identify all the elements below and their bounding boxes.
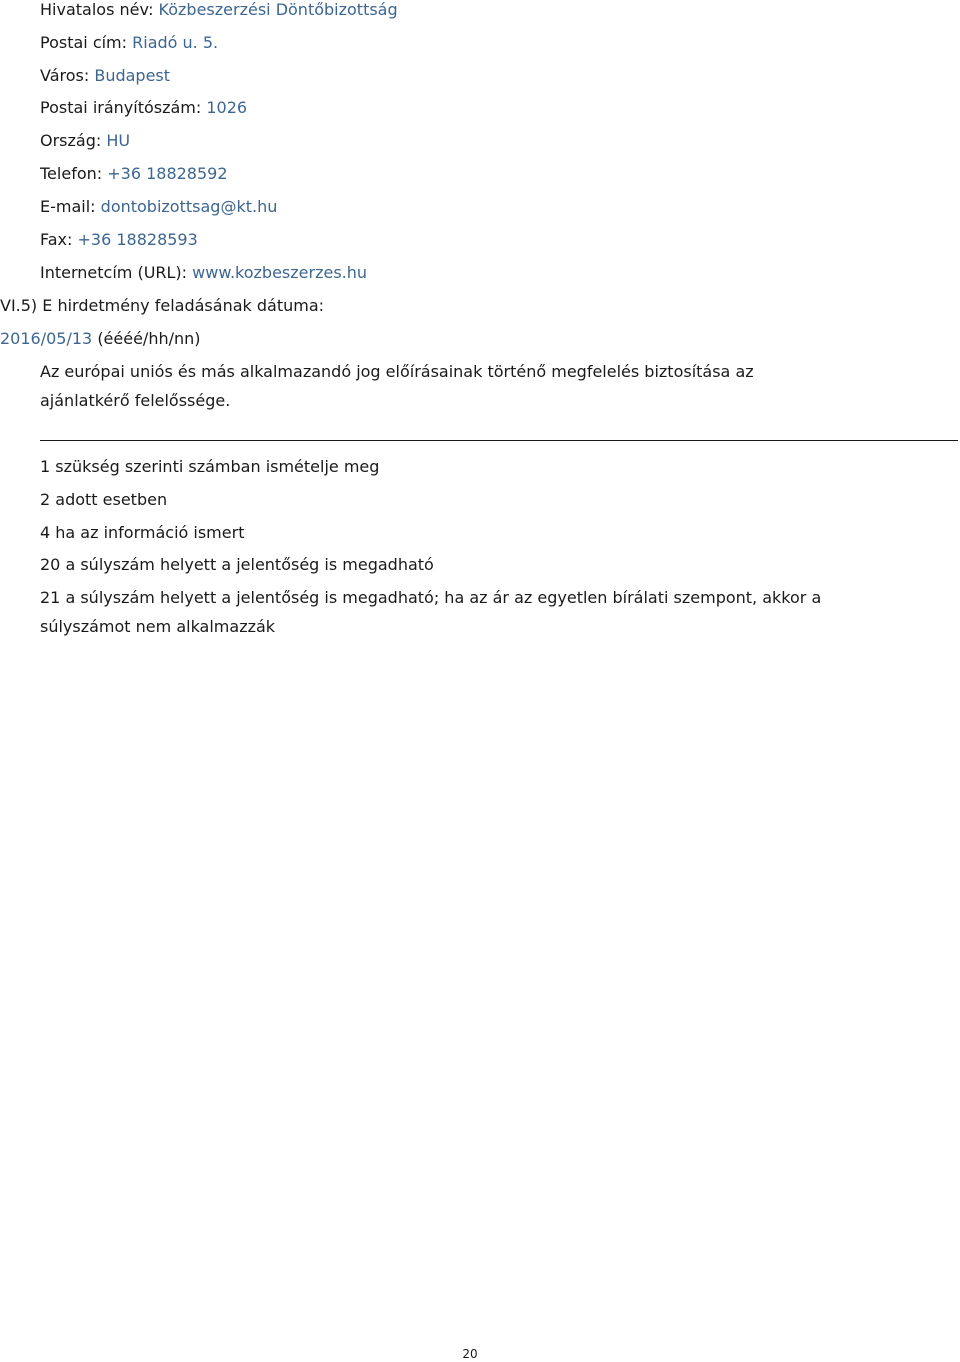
postal-code-line	[40, 98, 247, 118]
page-number: 20	[462, 1347, 478, 1361]
disclaimer-paragraph: Az európai uniós és más alkalmazandó jog előírásainak történő megfelelés biztosítása az ajánlatkérő felelőssége.	[40, 362, 754, 410]
url-line	[40, 263, 367, 283]
city-value: Budapest	[94, 66, 171, 85]
country-value: HU	[106, 131, 131, 150]
official-name-value: Közbeszerzési Döntőbizottság	[158, 0, 398, 19]
postal-address-value: Riadó u. 5.	[132, 33, 219, 52]
footnote-divider	[40, 440, 958, 441]
country-line	[40, 131, 130, 151]
fax-label: Fax:	[40, 230, 73, 249]
fax-line	[40, 230, 198, 250]
phone-label: Telefon:	[40, 164, 103, 183]
official-name-label: Hivatalos név:	[40, 0, 154, 19]
dispatch-date-line	[0, 329, 201, 349]
email-line	[40, 197, 277, 217]
postal-code-label: Postai irányítószám:	[40, 98, 202, 117]
footnote-item: 1 szükség szerinti számban ismételje meg	[40, 457, 380, 476]
city-label: Város:	[40, 66, 90, 85]
city-line	[40, 66, 170, 86]
footnote-item: 4 ha az információ ismert	[40, 523, 245, 542]
email-value[interactable]: dontobizottsag@kt.hu	[100, 197, 278, 216]
date-format-hint: (éééé/hh/nn)	[97, 329, 201, 348]
fax-value: +36 18828593	[77, 230, 198, 249]
postal-code-value: 1026	[206, 98, 248, 117]
dispatch-date-value: 2016/05/13	[0, 329, 93, 348]
phone-line	[40, 164, 228, 184]
footnote-item: 21 a súlyszám helyett a jelentőség is megadható; ha az ár az egyetlen bírálati szempont, akkor a súlyszámot nem alkalmazzák	[40, 588, 822, 636]
postal-address-line	[40, 33, 218, 53]
section-heading: VI.5) E hirdetmény feladásának dátuma:	[0, 296, 325, 315]
footnote-item: 20 a súlyszám helyett a jelentőség is megadható	[40, 555, 434, 574]
url-value[interactable]: www.kozbeszerzes.hu	[192, 263, 368, 282]
official-name-line	[40, 0, 398, 20]
country-label: Ország:	[40, 131, 102, 150]
postal-address-label: Postai cím:	[40, 33, 128, 52]
footnote-item: 2 adott esetben	[40, 490, 168, 509]
email-label: E-mail:	[40, 197, 96, 216]
url-label: Internetcím (URL):	[40, 263, 188, 282]
phone-value: +36 18828592	[107, 164, 228, 183]
